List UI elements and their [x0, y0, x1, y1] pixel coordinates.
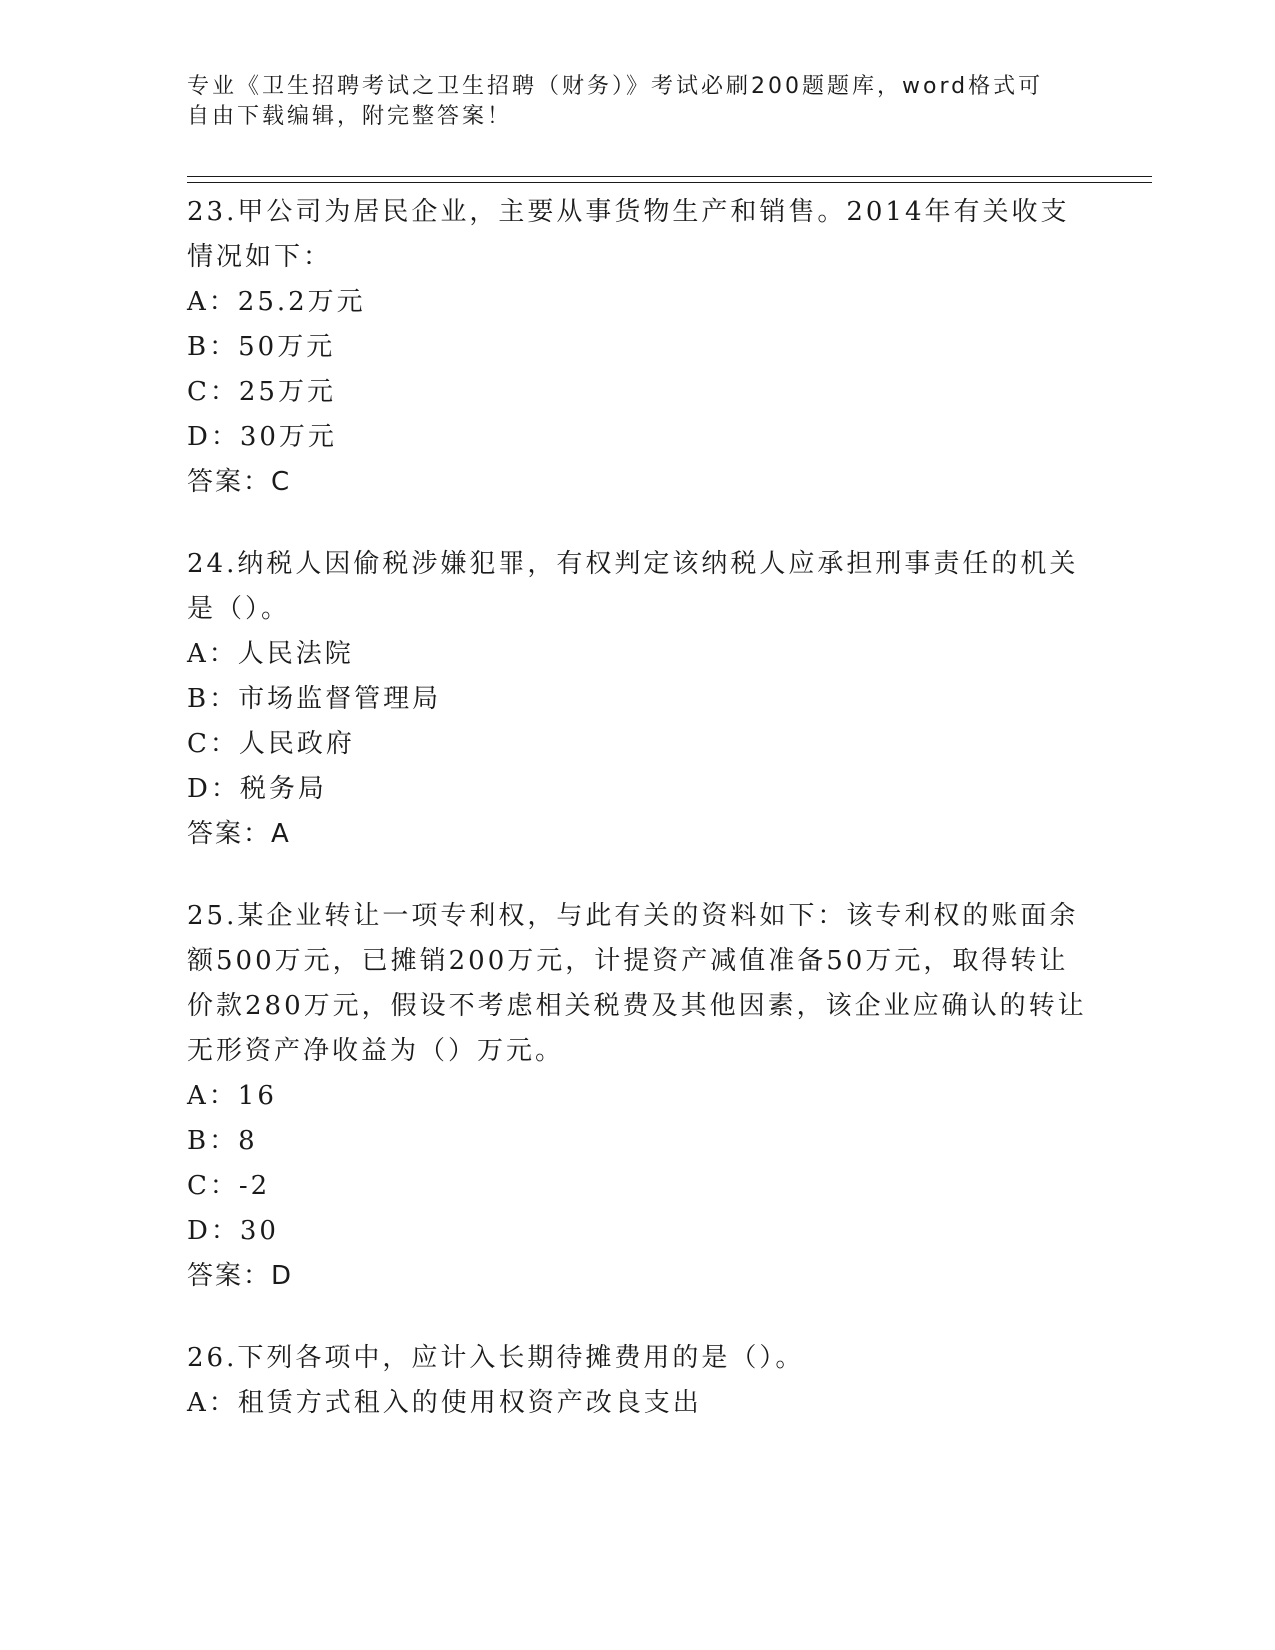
question-stem: 26.下列各项中，应计入长期待摊费用的是（）。: [187, 1343, 805, 1373]
answer-label: 答案：C: [187, 467, 292, 497]
option-b: B：50万元: [187, 332, 336, 362]
question-24: [187, 542, 1087, 856]
option-a: A：租赁方式租入的使用权资产改良支出: [187, 1388, 702, 1418]
header-divider: [187, 176, 1152, 183]
option-b: B：市场监督管理局: [187, 684, 442, 714]
answer-label: 答案：A: [187, 819, 291, 849]
option-c: C：人民政府: [187, 729, 355, 759]
option-d: D：税务局: [187, 774, 327, 804]
answer-label: 答案：D: [187, 1261, 294, 1291]
question-list: [187, 190, 1087, 1464]
option-d: D：30: [187, 1216, 279, 1246]
option-d: D：30万元: [187, 422, 337, 452]
question-stem: 23.甲公司为居民企业，主要从事货物生产和销售。2014年有关收支情况如下：: [187, 197, 1070, 272]
option-a: A：人民法院: [187, 639, 354, 669]
question-26: [187, 1336, 1087, 1426]
question-23: [187, 190, 1087, 504]
option-a: A：16: [187, 1081, 277, 1111]
question-stem: 24.纳税人因偷税涉嫌犯罪，有权判定该纳税人应承担刑事责任的机关是（）。: [187, 549, 1079, 624]
document-header: [187, 72, 1067, 132]
header-title: 专业《卫生招聘考试之卫生招聘（财务）》考试必刷200题题库，word格式可自由下载编辑，附完整答案！: [187, 74, 1044, 129]
option-a: A：25.2万元: [187, 287, 366, 317]
question-stem: 25.某企业转让一项专利权，与此有关的资料如下：该专利权的账面余额500万元，已摊销200万元，计提资产减值准备50万元，取得转让价款280万元，假设不考虑相关税费及其他因素，该企业应确认的转让无形资产净收益为（）万元。: [187, 901, 1087, 1066]
option-b: B：8: [187, 1126, 258, 1156]
question-25: [187, 894, 1087, 1298]
option-c: C：25万元: [187, 377, 336, 407]
option-c: C：-2: [187, 1171, 271, 1201]
